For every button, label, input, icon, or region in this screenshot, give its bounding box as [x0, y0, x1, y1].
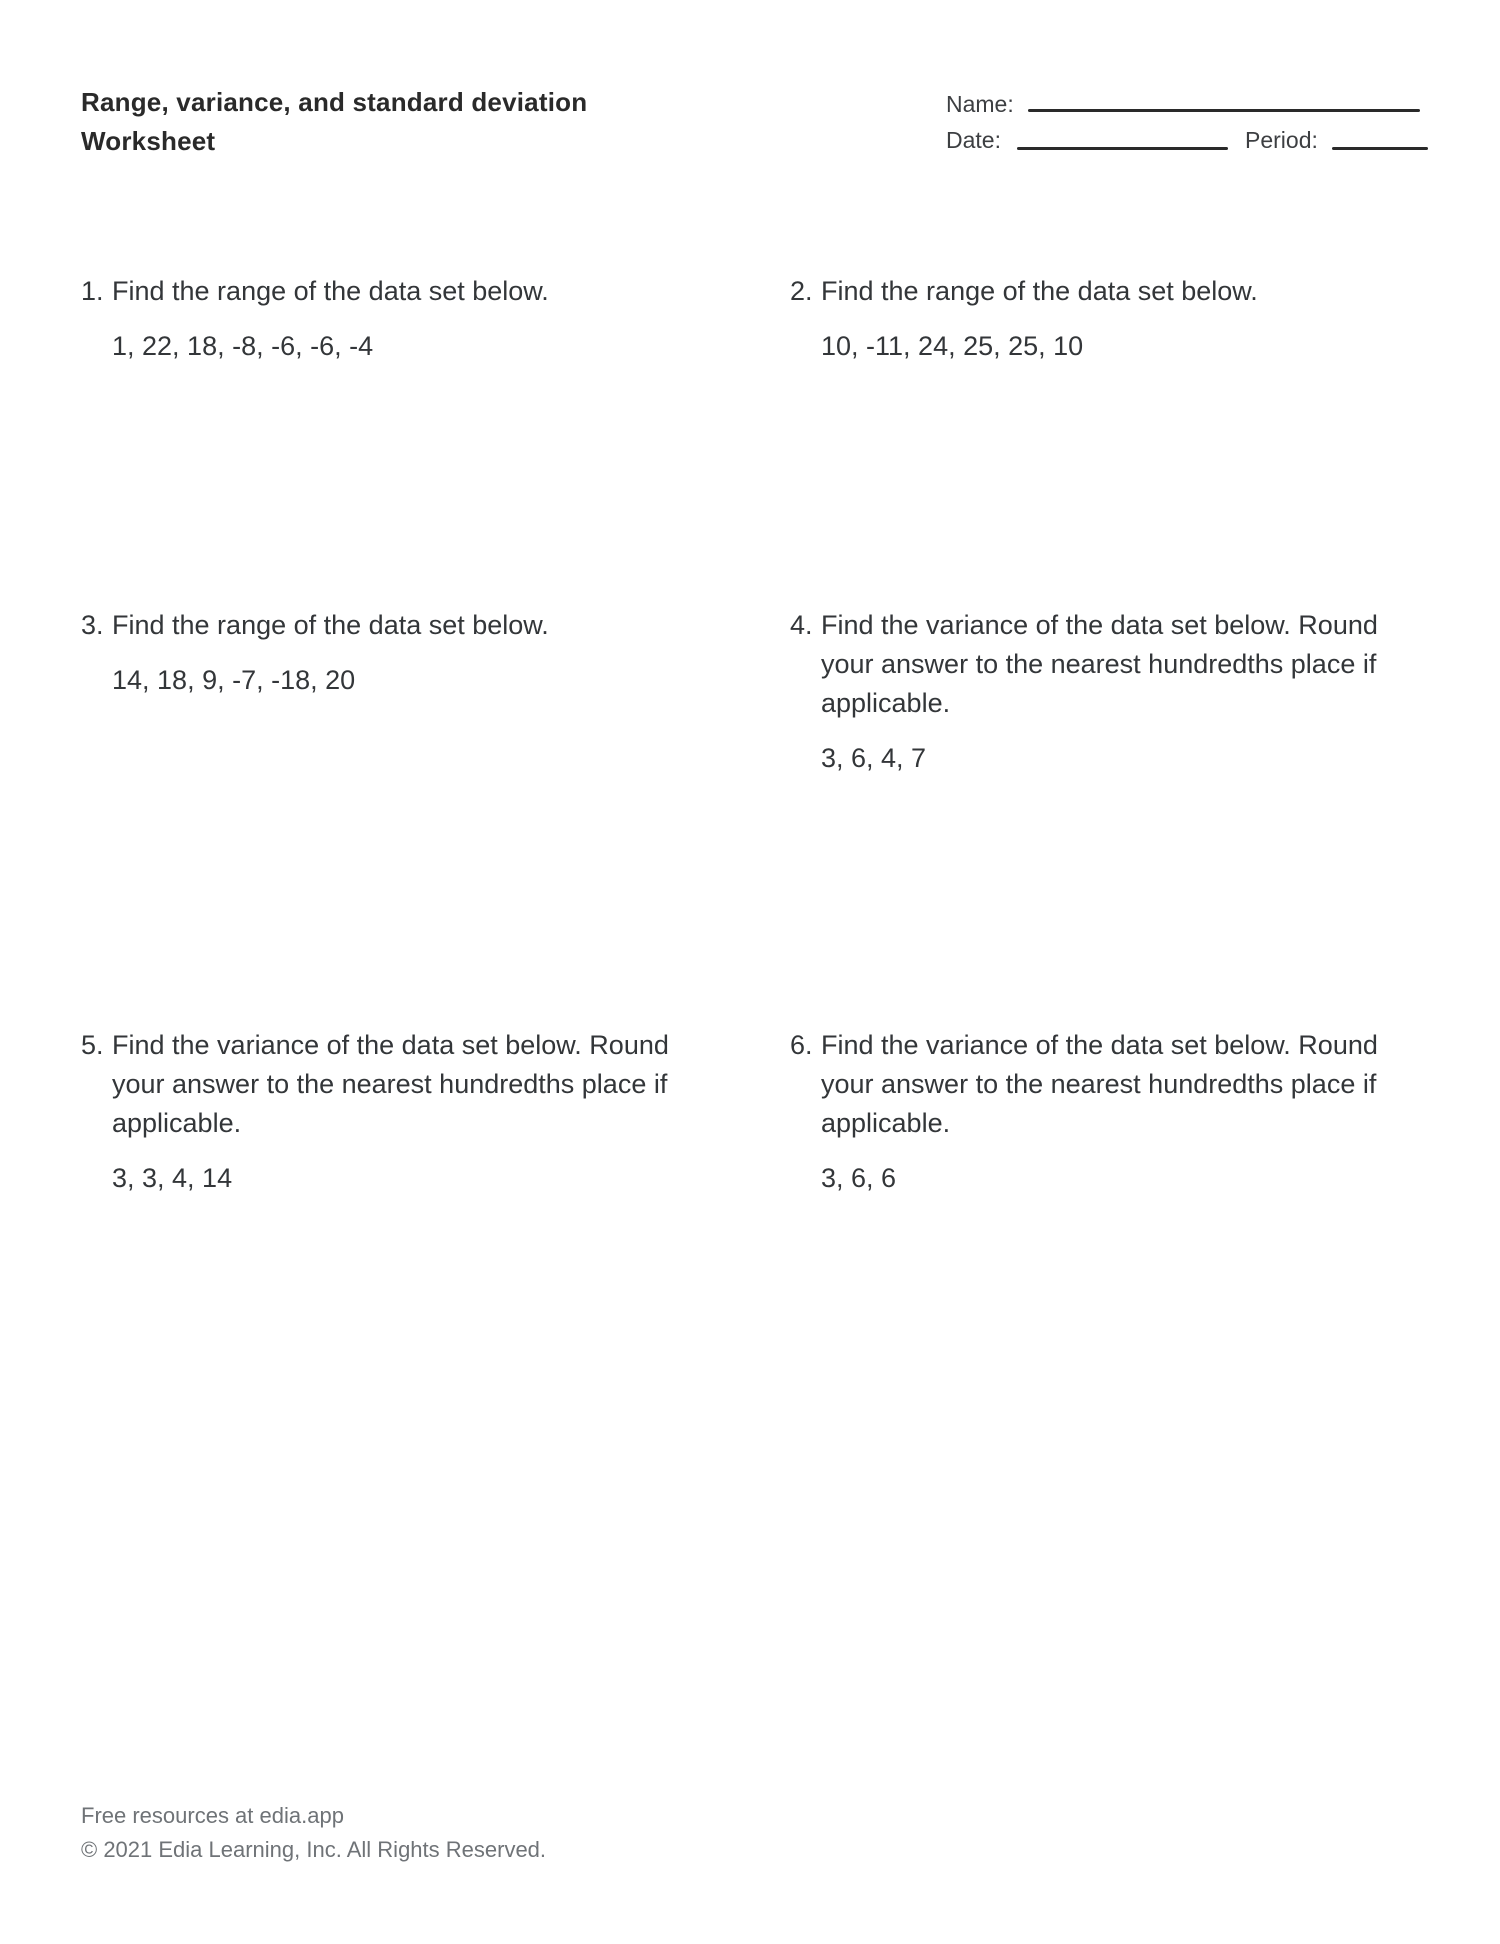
problem-number: 3.	[81, 610, 104, 640]
problem-3	[81, 606, 705, 700]
date-blank-line	[1017, 147, 1228, 150]
problem-statement-text: Find the range of the data set below.	[112, 276, 549, 306]
footer-copyright-text: © 2021 Edia Learning, Inc. All Rights Reserved.	[81, 1837, 547, 1862]
problem-number: 5.	[81, 1030, 104, 1060]
problem-statement-text: Find the variance of the data set below. Round your answer to the nearest hundredths place if applicable.	[821, 610, 1378, 718]
problem-number: 4.	[790, 610, 813, 640]
date-label: Date:	[946, 127, 1001, 153]
problem-statement-text: Find the range of the data set below.	[821, 276, 1258, 306]
problem-number: 2.	[790, 276, 813, 306]
problem-data-set: 3, 3, 4, 14	[112, 1163, 233, 1193]
problem-statement-text: Find the range of the data set below.	[112, 610, 549, 640]
problem-6	[790, 1026, 1414, 1198]
problem-statement	[81, 606, 705, 645]
problem-2	[790, 272, 1414, 366]
problem-data-set: 14, 18, 9, -7, -18, 20	[112, 665, 356, 695]
name-label: Name:	[946, 91, 1014, 117]
problem-number: 1.	[81, 276, 104, 306]
problem-1	[81, 272, 705, 366]
page-title-line1: Range, variance, and standard deviation	[81, 87, 588, 117]
problem-data-set: 3, 6, 6	[821, 1163, 897, 1193]
period-label: Period:	[1245, 127, 1318, 153]
page-title-line2: Worksheet	[81, 126, 216, 156]
problem-statement-text: Find the variance of the data set below. Round your answer to the nearest hundredths place if applicable.	[821, 1030, 1378, 1138]
problem-data-set: 10, -11, 24, 25, 25, 10	[821, 331, 1084, 361]
problem-statement-text: Find the variance of the data set below. Round your answer to the nearest hundredths place if applicable.	[112, 1030, 669, 1138]
name-blank-line	[1028, 109, 1420, 112]
problem-statement	[81, 1026, 705, 1143]
problem-5	[81, 1026, 705, 1198]
problem-statement	[81, 272, 705, 311]
footer-resources-text: Free resources at edia.app	[81, 1803, 344, 1828]
problem-statement	[790, 272, 1414, 311]
problem-statement	[790, 606, 1414, 723]
problem-number: 6.	[790, 1030, 813, 1060]
period-blank-line	[1332, 147, 1428, 150]
page-title	[81, 83, 587, 161]
problem-statement	[790, 1026, 1414, 1143]
problem-4	[790, 606, 1414, 778]
problem-data-set: 3, 6, 4, 7	[821, 743, 927, 773]
page-footer	[81, 1799, 546, 1867]
problem-data-set: 1, 22, 18, -8, -6, -6, -4	[112, 331, 374, 361]
